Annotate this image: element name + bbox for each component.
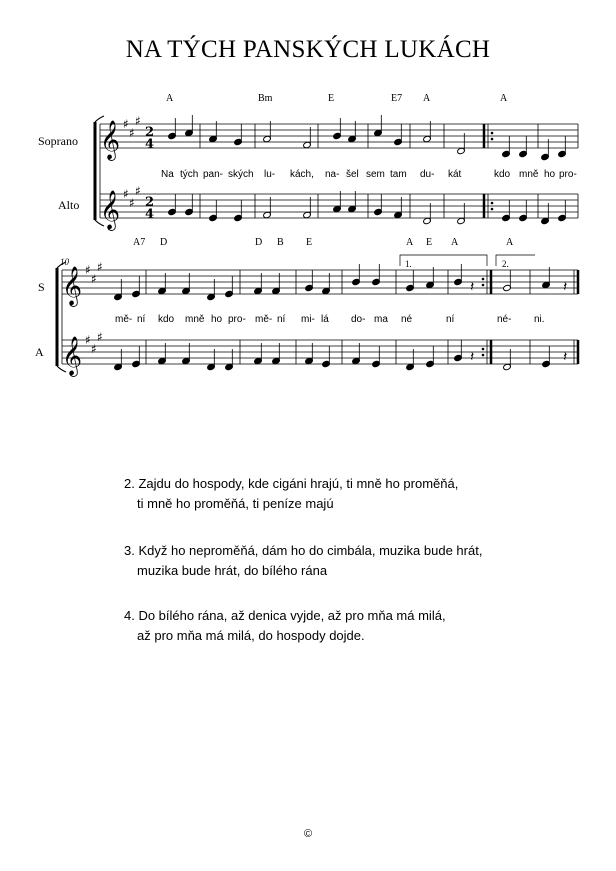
svg-text:4: 4 bbox=[145, 207, 155, 222]
lyric-syllable: kdo bbox=[494, 169, 511, 180]
chord-symbol: D bbox=[255, 237, 263, 248]
svg-text:♯: ♯ bbox=[123, 187, 129, 201]
song-title: NA TÝCH PANSKÝCH LUKÁCH bbox=[125, 36, 491, 63]
quarter-rest-icon: 𝄽 bbox=[470, 279, 475, 295]
svg-text:♯: ♯ bbox=[85, 263, 91, 277]
treble-clef-icon: 𝄞 bbox=[62, 266, 83, 306]
svg-text:♯: ♯ bbox=[85, 333, 91, 347]
lyric-syllable: do- bbox=[351, 314, 366, 325]
barlines bbox=[146, 124, 578, 364]
svg-text:2: 2 bbox=[145, 195, 155, 210]
staff-lines bbox=[62, 124, 578, 364]
svg-text:♯: ♯ bbox=[129, 196, 135, 210]
lyric-syllable: tam bbox=[390, 169, 407, 180]
measure-number: 10 bbox=[60, 257, 69, 267]
lyric-syllable: lá bbox=[321, 314, 329, 325]
volta-first-ending: 1. bbox=[405, 259, 412, 269]
lyric-syllable: du- bbox=[420, 169, 435, 180]
alto-label-short: A bbox=[35, 345, 44, 359]
lyric-syllable: tých bbox=[180, 169, 199, 180]
soprano-label: Soprano bbox=[38, 134, 78, 148]
lyric-syllable: kát bbox=[448, 169, 462, 180]
chord-symbol: A bbox=[451, 237, 459, 248]
time-signatures bbox=[145, 125, 154, 222]
verse-line: až pro mňa má milá, do hospody dojde. bbox=[137, 628, 365, 643]
volta-brackets bbox=[400, 255, 535, 266]
svg-text:♯: ♯ bbox=[135, 184, 141, 198]
chord-symbol: A bbox=[406, 237, 414, 248]
lyric-syllable: ských bbox=[228, 169, 254, 180]
quarter-rest-icon: 𝄽 bbox=[563, 279, 568, 295]
verse-line: 3. Když ho neproměňá, dám ho do cimbála, muzika bude hrát, bbox=[124, 543, 483, 558]
lyric-syllable: ho bbox=[211, 314, 223, 325]
chord-symbol: A bbox=[423, 93, 431, 104]
treble-clef-icon: 𝄞 bbox=[62, 336, 83, 376]
verse-line: muzika bude hrát, do bílého rána bbox=[137, 563, 328, 578]
lyric-syllable: šel bbox=[346, 169, 359, 180]
chord-symbol: A7 bbox=[133, 237, 146, 248]
copyright-mark: © bbox=[303, 828, 313, 840]
lyric-syllable: ní bbox=[446, 314, 455, 325]
lyric-syllable: mně bbox=[519, 169, 539, 180]
svg-text:4: 4 bbox=[145, 137, 155, 152]
lyric-syllable: mi- bbox=[301, 314, 315, 325]
svg-text:♯: ♯ bbox=[97, 260, 103, 274]
verse-line: 2. Zajdu do hospody, kde cigáni hrajú, ti mně ho proměňá, bbox=[124, 476, 459, 491]
lyric-syllable: kdo bbox=[158, 314, 175, 325]
lyric-syllable: Na bbox=[161, 169, 174, 180]
treble-clefs bbox=[62, 120, 120, 377]
chord-symbol: E bbox=[306, 237, 313, 248]
repeat-signs bbox=[482, 124, 578, 364]
chord-symbol: A bbox=[506, 237, 514, 248]
lyric-syllable: né- bbox=[497, 314, 512, 325]
chord-symbol: D bbox=[160, 237, 168, 248]
notes bbox=[114, 115, 568, 371]
svg-text:♯: ♯ bbox=[91, 272, 97, 286]
verse-line: ti mně ho proměňá, ti peníze majú bbox=[137, 496, 334, 511]
volta-second-ending: 2. bbox=[502, 259, 509, 269]
lyric-syllable: kách, bbox=[290, 169, 314, 180]
svg-text:♯: ♯ bbox=[123, 117, 129, 131]
quarter-rest-icon: 𝄽 bbox=[470, 349, 475, 365]
treble-clef-icon: 𝄞 bbox=[100, 190, 121, 230]
chord-symbol: B bbox=[277, 237, 284, 248]
lyric-syllable: pro- bbox=[559, 169, 577, 180]
quarter-rest-icon: 𝄽 bbox=[563, 349, 568, 365]
chord-symbol: A bbox=[500, 93, 508, 104]
chord-symbol: E7 bbox=[391, 93, 403, 104]
lyric-syllable: ni. bbox=[534, 314, 545, 325]
alto-label: Alto bbox=[58, 198, 80, 212]
svg-text:♯: ♯ bbox=[91, 342, 97, 356]
lyric-syllable: ma bbox=[374, 314, 388, 325]
svg-text:♯: ♯ bbox=[129, 126, 135, 140]
treble-clef-icon: 𝄞 bbox=[100, 120, 121, 160]
lyric-syllable: ho bbox=[544, 169, 556, 180]
lyric-syllable: sem bbox=[366, 169, 385, 180]
lyric-syllable: ní bbox=[277, 314, 286, 325]
svg-text:2: 2 bbox=[145, 125, 155, 140]
lyric-syllable: na- bbox=[325, 169, 340, 180]
lyric-syllable: lu- bbox=[264, 169, 276, 180]
lyric-syllable: ní bbox=[137, 314, 146, 325]
lyric-syllable: mě- bbox=[255, 314, 273, 325]
svg-text:♯: ♯ bbox=[97, 330, 103, 344]
soprano-label-short: S bbox=[38, 280, 45, 294]
lyric-syllable: pan- bbox=[203, 169, 224, 180]
chord-symbol: Bm bbox=[258, 93, 273, 104]
lyric-syllable: né bbox=[401, 314, 413, 325]
chord-symbol: E bbox=[328, 93, 335, 104]
verse-line: 4. Do bílého rána, až denica vyjde, až pro mňa má milá, bbox=[124, 608, 446, 623]
svg-text:♯: ♯ bbox=[135, 114, 141, 128]
lyric-syllable: mě- bbox=[115, 314, 133, 325]
chord-symbol: A bbox=[166, 93, 174, 104]
chord-symbol: E bbox=[426, 237, 433, 248]
lyric-syllable: mně bbox=[185, 314, 205, 325]
lyric-syllable: pro- bbox=[228, 314, 246, 325]
